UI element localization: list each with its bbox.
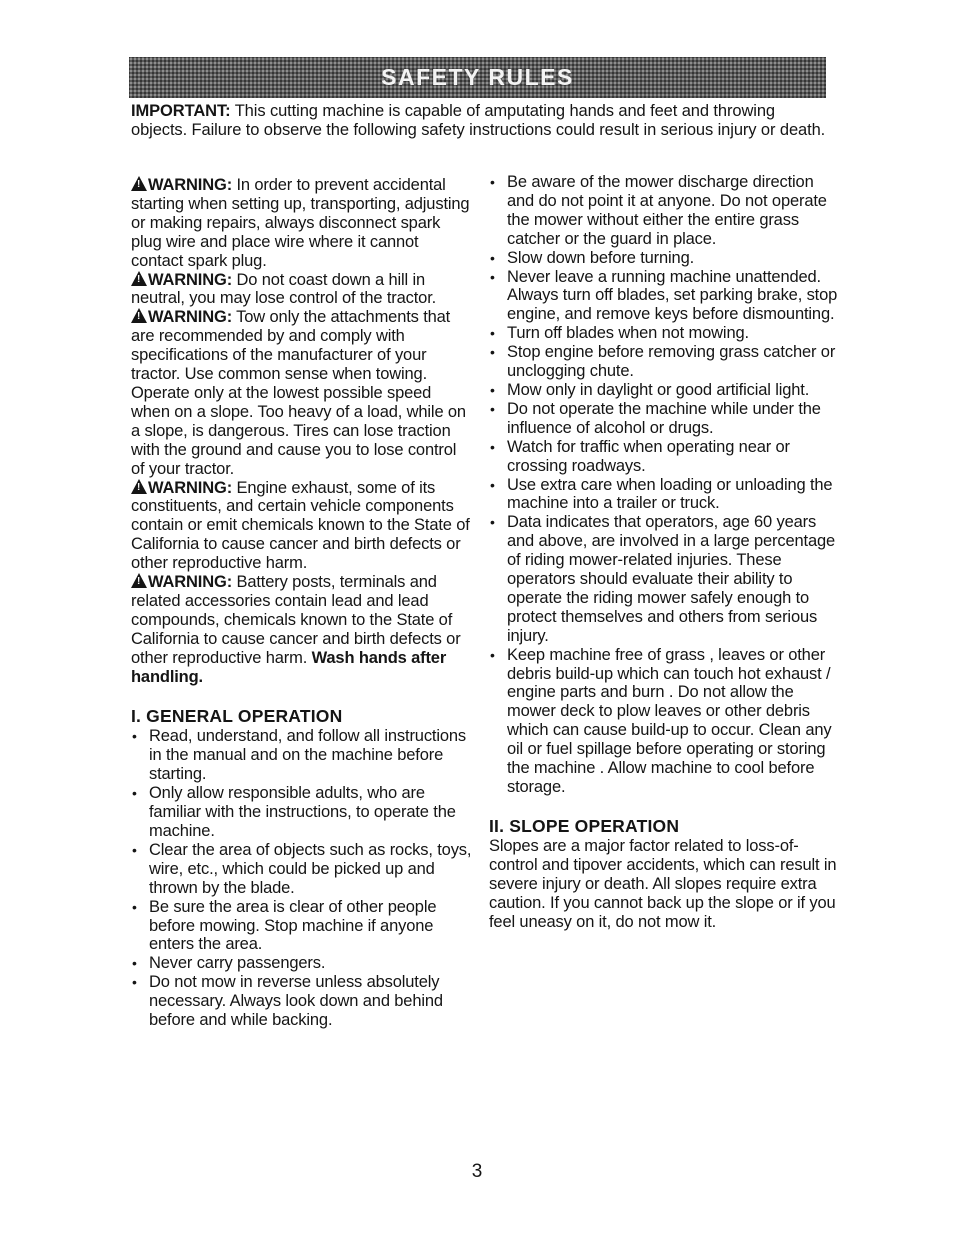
right-column — [489, 173, 839, 931]
general-operation-heading: I. GENERAL OPERATION — [131, 706, 343, 727]
warning-label: WARNING: — [148, 478, 233, 497]
warning-block — [131, 176, 473, 271]
slope-operation-heading: II. SLOPE OPERATION — [489, 815, 680, 836]
banner-title: SAFETY RULES — [381, 64, 574, 90]
list-item: • Turn off blades when not mowing. — [489, 324, 839, 343]
warning-block — [131, 573, 473, 686]
left-column — [131, 176, 473, 1030]
list-item: • Be aware of the mower discharge direction and do not point it at anyone. Do not operate the mower without either the entire grass catcher or the guard in place. — [489, 173, 839, 249]
list-item: • Keep machine free of grass , leaves or other debris build-up which can touch hot exhaust / engine parts and burn . Do not allow the mower deck to plow leaves or other debris which can cause build-up to occur. Clean any oil or fuel spillage before operating or storing the machine . Allow machine to cool before storage. — [489, 646, 839, 797]
general-operation-list — [131, 727, 473, 1030]
important-label: IMPORTANT: — [131, 102, 231, 120]
list-item: • Use extra care when loading or unloading the machine into a trailer or truck. — [489, 476, 839, 514]
list-item: • Slow down before turning. — [489, 249, 839, 268]
wash-hands-note: Wash hands after handling. — [131, 648, 447, 686]
list-item: • Data indicates that operators, age 60 years and above, are involved in a large percentage of riding mower-related injuries. These operators should evaluate their ability to operate the riding mower safely enough to protect themselves and others from serious injury. — [489, 513, 839, 645]
safety-rules-banner — [129, 57, 826, 98]
warning-triangle-icon — [131, 271, 147, 286]
warning-block — [131, 271, 473, 309]
slope-operation-text: Slopes are a major factor related to loss-of-control and tipover accidents, which can result in severe injury or death. All slopes require extra caution. If you cannot back up the slope or if you feel uneasy on it, do not mow it. — [489, 836, 837, 931]
list-item: • Mow only in daylight or good artificial light. — [489, 381, 839, 400]
warning-text: Tow only the attachments that are recommended by and comply with specifications of the manufacturer of your tractor. Use common sense when towing. Operate only at the lowest possible speed when on a slope. Too heavy of a load, while on a slope, is dangerous. Tires can lose traction with the ground and cause you to lose control of your tractor. — [131, 308, 466, 478]
warning-text: Do not coast down a hill in neutral, you may lose control of the tractor. — [131, 270, 437, 308]
warning-label: WARNING: — [148, 308, 233, 327]
warning-triangle-icon — [131, 308, 147, 323]
page-number: 3 — [471, 1161, 483, 1182]
list-item: • Read, understand, and follow all instructions in the manual and on the machine before starting. — [131, 727, 473, 784]
list-item: • Be sure the area is clear of other people before mowing. Stop machine if anyone enters the area. — [131, 898, 473, 955]
warning-label: WARNING: — [148, 573, 233, 592]
list-item: • Only allow responsible adults, who are familiar with the instructions, to operate the machine. — [131, 784, 473, 841]
warning-triangle-icon — [131, 573, 147, 588]
warning-triangle-icon — [131, 176, 147, 191]
warning-label: WARNING: — [148, 176, 233, 194]
important-text: This cutting machine is capable of amputating hands and feet and throwing objects. Failure to observe the following safety instructions could result in serious injury or death. — [131, 102, 826, 139]
warning-text: In order to prevent accidental starting when setting up, transporting, adjusting or making repairs, always disconnect spark plug wire and place wire where it cannot contact spark plug. — [131, 176, 470, 270]
important-notice — [131, 102, 831, 139]
list-item: • Never leave a running machine unattended. Always turn off blades, set parking brake, stop engine, and remove keys before dismounting. — [489, 268, 839, 325]
warning-text: Engine exhaust, some of its constituents, and certain vehicle components contain or emit chemicals known to the State of California to cause cancer and birth defects or other reproductive harm. — [131, 478, 470, 573]
warning-block — [131, 479, 473, 574]
warning-block — [131, 308, 473, 478]
general-operation-list-continued — [489, 173, 839, 797]
warning-text: Battery posts, terminals and related accessories contain lead and lead compounds, chemicals known to the State of California to cause cancer and birth defects or other reproductive harm. — [131, 573, 461, 667]
list-item: • Never carry passengers. — [131, 954, 473, 973]
list-item: • Do not operate the machine while under the influence of alcohol or drugs. — [489, 400, 839, 438]
warning-label: WARNING: — [148, 270, 233, 289]
list-item: • Stop engine before removing grass catcher or unclogging chute. — [489, 343, 839, 381]
list-item: • Watch for traffic when operating near or crossing roadways. — [489, 438, 839, 476]
list-item: • Do not mow in reverse unless absolutely necessary. Always look down and behind before and while backing. — [131, 973, 473, 1030]
list-item: • Clear the area of objects such as rocks, toys, wire, etc., which could be picked up and thrown by the blade. — [131, 841, 473, 898]
warning-triangle-icon — [131, 479, 147, 494]
